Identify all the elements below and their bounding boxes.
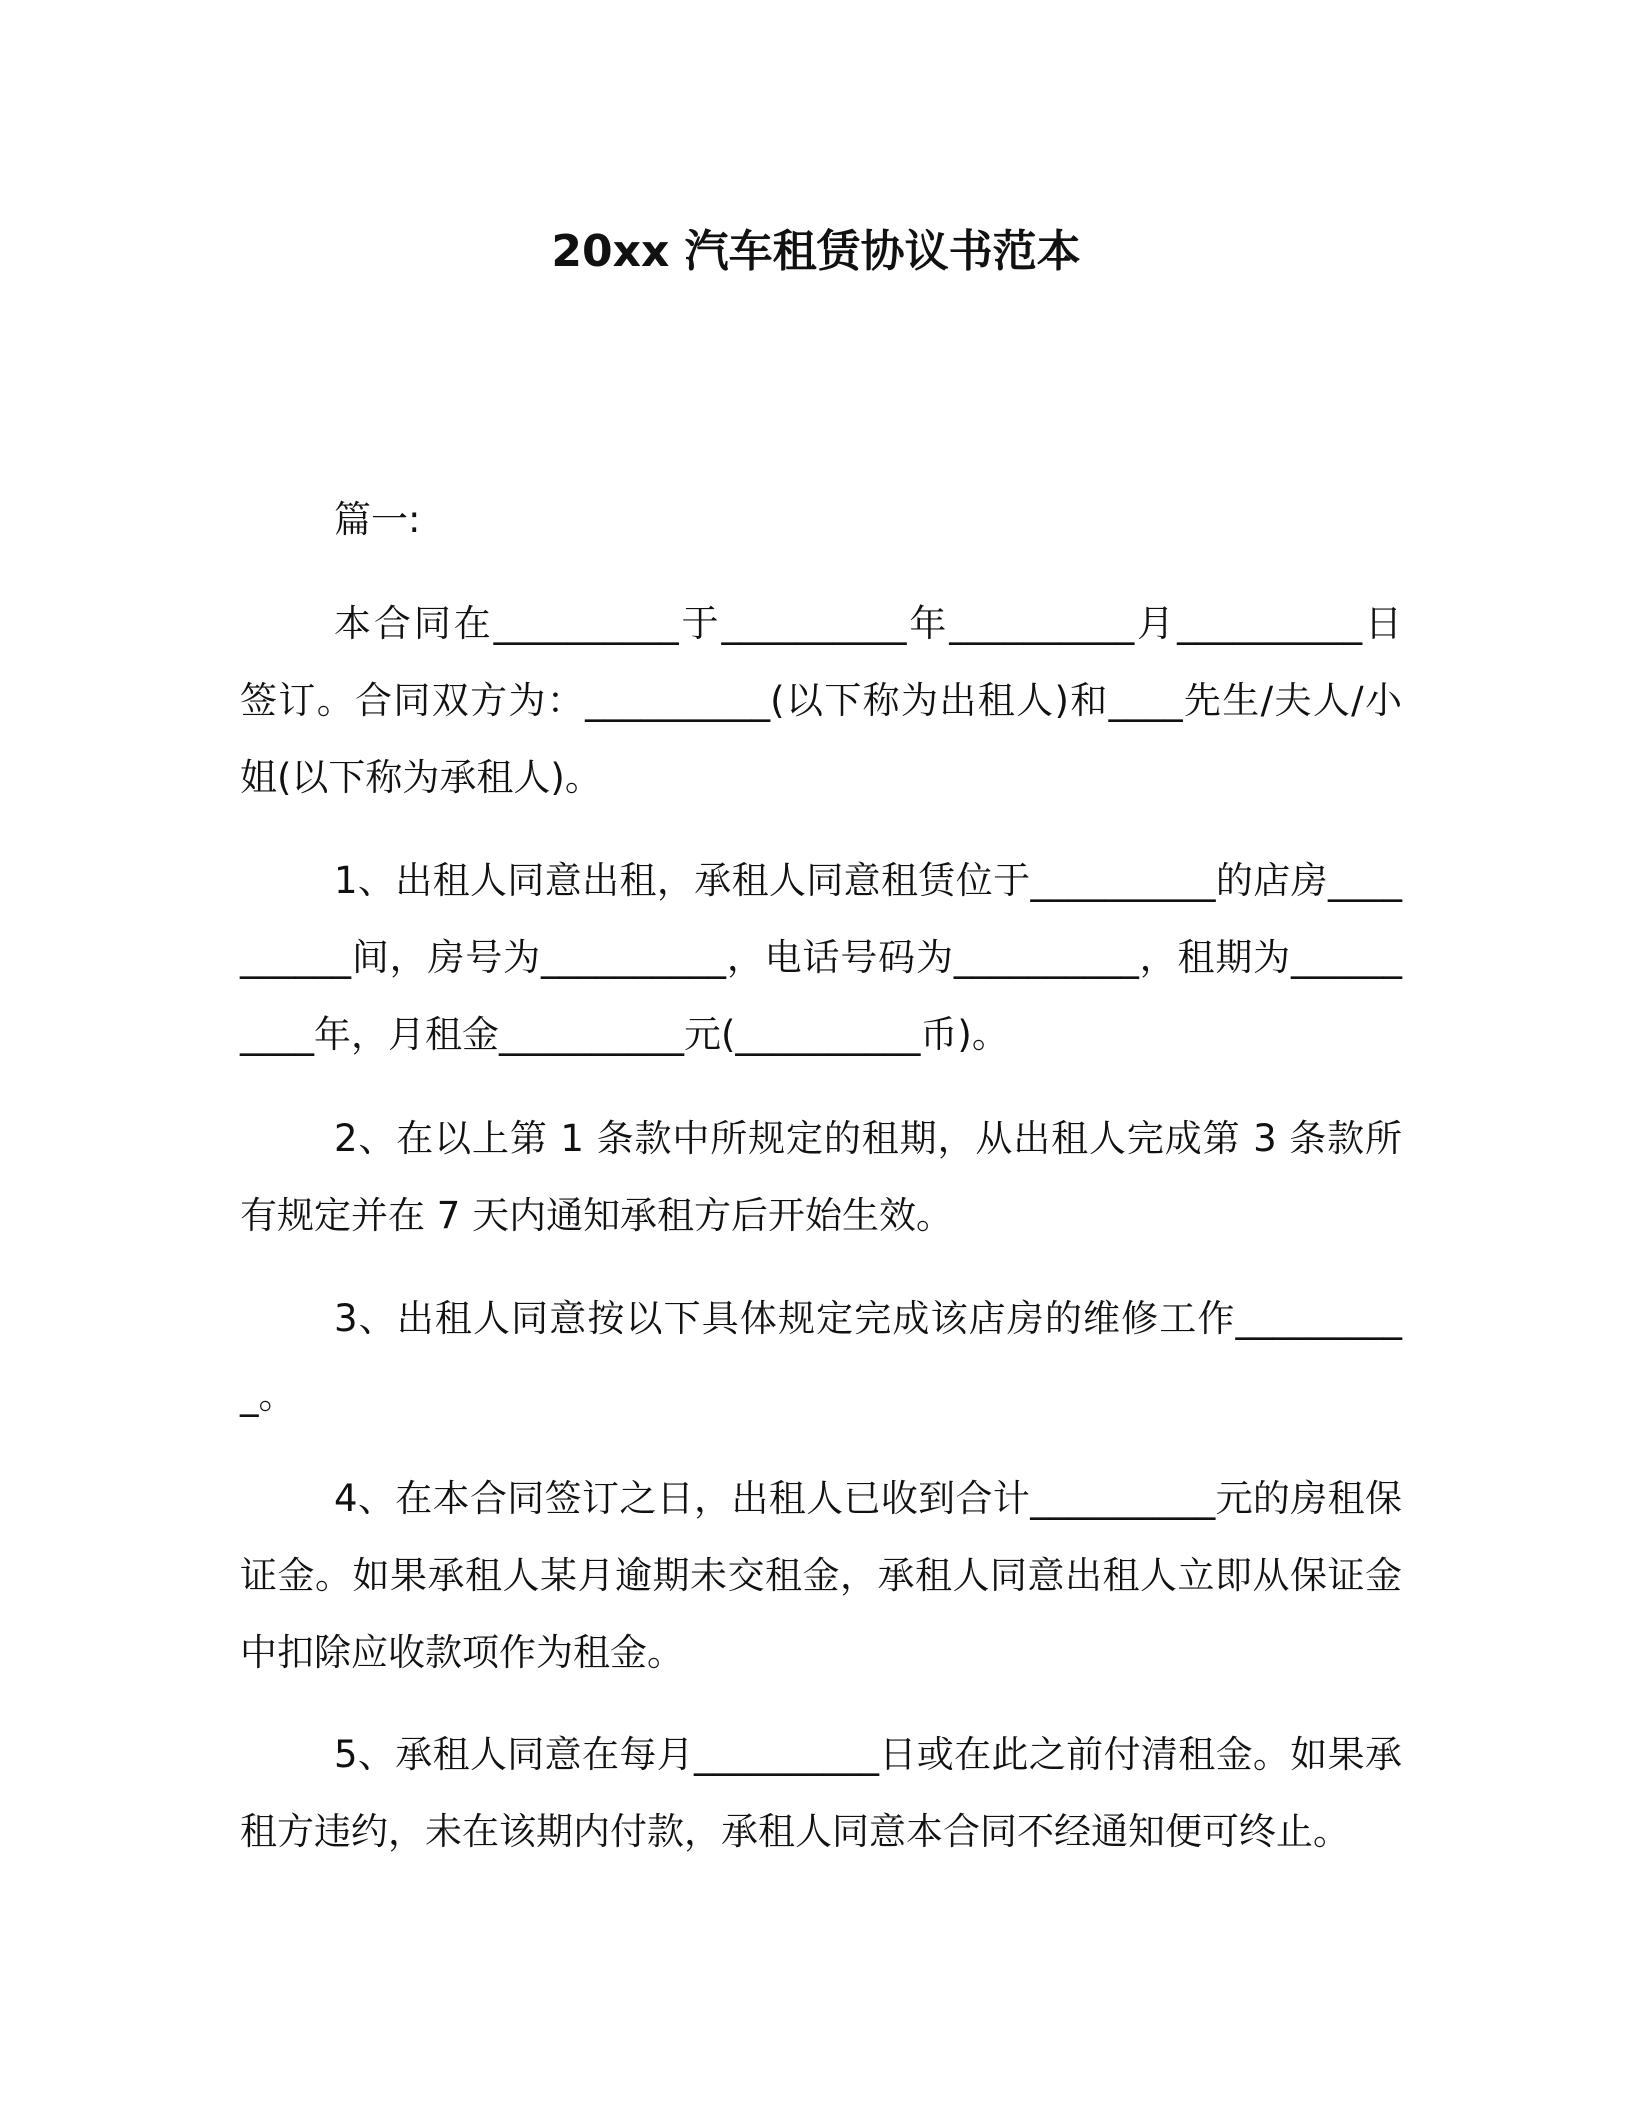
paragraph-clause-4: 4、在本合同签订之日，出租人已收到合计__________元的房租保证金。如果承租人某月逾期未交租金，承租人同意出租人立即从保证金中扣除应收款项作为租金。 bbox=[240, 1477, 1402, 1674]
section-label: 篇一: bbox=[334, 498, 421, 541]
paragraph-clause-3: 3、出租人同意按以下具体规定完成该店房的维修工作__________。 bbox=[240, 1297, 1402, 1417]
paragraph-intro: 本合同在__________于__________年__________月__________日签订。合同双方为：__________(以下称为出租人)和____先生/夫人/小姐(以下称为承租人)。 bbox=[240, 602, 1402, 799]
document-title: 20xx 汽车租赁协议书范本 bbox=[551, 226, 1081, 277]
paragraph-clause-1: 1、出租人同意出租，承租人同意租赁位于__________的店房__________间，房号为__________，电话号码为__________，租期为__________年，月租金__________元(__________币)。 bbox=[240, 859, 1402, 1056]
paragraph-clause-2: 2、在以上第 1 条款中所规定的租期，从出租人完成第 3 条款所有规定并在 7 天内通知承租方后开始生效。 bbox=[240, 1117, 1402, 1237]
paragraph-clause-5: 5、承租人同意在每月__________日或在此之前付清租金。如果承租方违约，未在该期内付款，承租人同意本合同不经通知便可终止。 bbox=[240, 1733, 1402, 1853]
